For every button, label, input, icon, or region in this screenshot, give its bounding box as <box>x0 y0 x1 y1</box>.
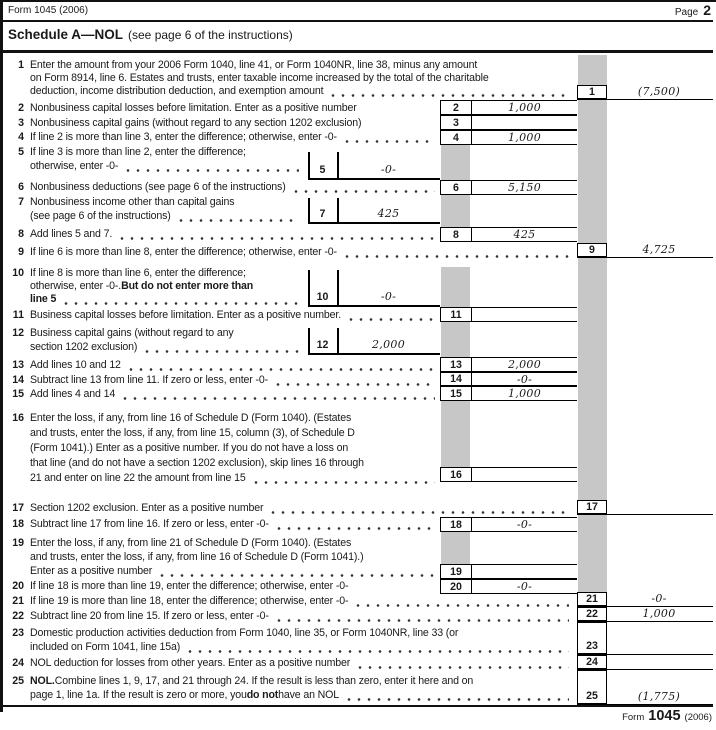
form-id: Form 1045 (2006) <box>8 5 89 16</box>
entry-row-13 <box>440 357 577 372</box>
line-7-text-row <box>30 196 302 209</box>
line-20-text: If line 18 is more than line 19, enter the difference; otherwise, enter -0- <box>30 580 349 592</box>
line-19-text: and trusts, enter the loss, if any, from line 16 of Schedule D (Form 1041).) <box>30 551 364 563</box>
entry-row-14 <box>440 372 577 386</box>
line-number-10: 10 <box>12 267 24 279</box>
schedule-subtitle: (see page 6 of the instructions) <box>128 28 293 42</box>
entry-box-19-value <box>472 565 577 578</box>
line-23-text-row <box>30 627 572 640</box>
entry-box-17-value <box>607 500 711 514</box>
dotted-leader <box>126 359 435 372</box>
line-16-text: that line (and do not have a section 1202 exclusion), skip lines 16 through <box>30 457 364 469</box>
entry-box-10-label: 10 <box>316 291 329 303</box>
line-9-text: If line 6 is more than line 8, enter the difference; otherwise, enter -0- <box>30 246 337 258</box>
entry-row-21 <box>577 592 713 607</box>
entry-row-15 <box>440 386 577 401</box>
line-10-text: otherwise, enter -0-. <box>30 280 122 292</box>
line-number-1: 1 <box>18 59 24 71</box>
line-4-text-row <box>30 131 438 144</box>
entry-box-20-value: -0- <box>516 580 533 593</box>
line-10-text-row <box>30 293 302 306</box>
line-25-text: do not <box>246 689 279 701</box>
entry-box-20-label: 20 <box>441 580 472 593</box>
line-6-text: Nonbusiness deductions (see page 6 of the instructions) <box>30 181 286 193</box>
entry-box-18-value: -0- <box>516 518 533 531</box>
entry-row-17 <box>577 500 713 515</box>
page-indicator <box>675 2 711 18</box>
entry-row-19 <box>440 564 577 579</box>
dotted-leader <box>274 518 435 531</box>
line-15-text-row <box>30 388 438 401</box>
line-22-text-row <box>30 610 572 623</box>
entry-box-14-value: -0- <box>516 373 533 386</box>
entry-box-7-label: 7 <box>319 208 326 220</box>
line-number-20: 20 <box>12 580 24 592</box>
dotted-leader <box>346 309 435 322</box>
entry-box-8-value: 425 <box>513 228 536 241</box>
line-19-text-row <box>30 551 438 564</box>
schedule-heading <box>8 27 293 42</box>
line-5-text: otherwise, enter -0- <box>30 160 119 172</box>
entry-box-5-label: 5 <box>319 164 326 176</box>
entry-box-12-label: 12 <box>316 339 329 351</box>
dotted-leader <box>344 689 569 702</box>
schedule-title: Schedule A—NOL <box>8 27 124 42</box>
entry-box-3-label: 3 <box>441 116 472 129</box>
line-14-text: Subtract line 13 from line 11. If zero or less, enter -0- <box>30 374 268 386</box>
schedule-rule <box>3 50 713 53</box>
dotted-leader <box>251 472 435 485</box>
entry-box-13-value: 2,000 <box>508 358 541 371</box>
entry-box-2-value: 1,000 <box>508 101 541 114</box>
line-17-text-row <box>30 502 572 515</box>
dotted-leader <box>120 388 435 401</box>
inner-box-5-bottom-line <box>308 178 440 180</box>
line-12-text-row <box>30 341 302 354</box>
entry-box-10-value: -0- <box>380 290 397 303</box>
entry-box-5-value: -0- <box>380 163 397 176</box>
line-24-text: NOL deduction for losses from other years. Enter as a positive number <box>30 657 351 669</box>
entry-row-1 <box>577 85 713 100</box>
dotted-leader <box>157 565 435 578</box>
line-11-text: Business capital losses before limitation. Enter as a positive number. <box>30 309 342 321</box>
entry-box-19-label: 19 <box>441 565 472 578</box>
line-1-text: on Form 8914, line 6. Estates and trusts, enter taxable income increased by the total of the charitable <box>30 72 489 84</box>
entry-box-15-value: 1,000 <box>508 387 541 400</box>
mid-column-shade <box>441 267 470 307</box>
line-number-22: 22 <box>12 610 24 622</box>
line-23-text: Domestic production activities deduction from Form 1040, line 35, or Form 1040NR, line 33 (or <box>30 627 459 639</box>
entry-box-18-label: 18 <box>441 518 472 531</box>
line-1-text-row <box>30 59 572 72</box>
dotted-leader <box>291 181 435 194</box>
entry-box-6-value: 5,150 <box>508 181 541 194</box>
line-7-text: Nonbusiness income other than capital gains <box>30 196 235 208</box>
line-23-text: included on Form 1041, line 15a) <box>30 641 181 653</box>
dotted-leader <box>117 228 435 241</box>
entry-row-23 <box>577 622 713 655</box>
footer-form-id <box>622 708 712 724</box>
line-number-9: 9 <box>18 246 24 258</box>
line-2-text-row <box>30 102 438 115</box>
line-number-21: 21 <box>12 595 24 607</box>
line-number-18: 18 <box>12 518 24 530</box>
line-18-text-row <box>30 518 438 531</box>
entry-row-9 <box>577 243 713 258</box>
line-15-text: Add lines 4 and 14 <box>30 388 116 400</box>
dotted-leader <box>355 657 569 670</box>
line-19-text: Enter as a positive number <box>30 565 153 577</box>
line-19-text-row <box>30 565 438 578</box>
line-number-14: 14 <box>12 374 24 386</box>
entry-box-12-value: 2,000 <box>372 338 405 351</box>
dotted-leader <box>328 85 569 98</box>
line-16-text-row <box>30 442 438 455</box>
line-3-text-row <box>30 117 438 130</box>
dotted-leader <box>61 293 299 306</box>
dotted-leader <box>353 595 569 608</box>
line-number-4: 4 <box>18 131 24 143</box>
header-rule <box>3 20 713 22</box>
line-number-3: 3 <box>18 117 24 129</box>
entry-box-21-label: 21 <box>577 592 607 606</box>
entry-box-6-label: 6 <box>441 181 472 194</box>
entry-row-16 <box>440 467 577 482</box>
footer-form-year: (2006) <box>684 712 712 723</box>
footer-form-word: Form <box>622 712 645 723</box>
entry-box-24-label: 24 <box>577 655 607 669</box>
entry-row-2 <box>440 100 577 115</box>
page-label: Page <box>674 7 699 18</box>
entry-box-16-label: 16 <box>441 468 472 481</box>
entry-box-21-value: -0- <box>651 592 667 605</box>
entry-box-11-value <box>472 308 577 321</box>
line-19-text-row <box>30 537 438 550</box>
line-number-7: 7 <box>18 196 24 208</box>
line-24-text-row <box>30 657 572 670</box>
line-number-23: 23 <box>12 627 24 639</box>
line-7-text: (see page 6 of the instructions) <box>30 210 171 222</box>
line-number-12: 12 <box>12 327 24 339</box>
entry-box-15-label: 15 <box>441 387 472 400</box>
entry-row-6 <box>440 180 577 195</box>
line-25-text: Combine lines 1, 9, 17, and 21 through 24. If the result is less than zero, enter it here and on <box>54 675 474 687</box>
entry-box-24-value <box>607 655 711 669</box>
line-16-text: Enter the loss, if any, from line 16 of Schedule D (Form 1040). (Estates <box>30 412 352 424</box>
line-1-text: deduction, income distribution deduction, and exemption amount <box>30 85 324 97</box>
line-25-text: have an NOL <box>278 689 339 701</box>
line-13-text: Add lines 10 and 12 <box>30 359 121 371</box>
line-number-25: 25 <box>12 675 24 687</box>
dotted-leader <box>274 610 569 623</box>
line-19-text: Enter the loss, if any, from line 21 of Schedule D (Form 1040). (Estates <box>30 537 352 549</box>
line-16-text-row <box>30 427 438 440</box>
mid-column-shade <box>441 322 470 357</box>
line-6-text-row <box>30 181 438 194</box>
dotted-leader <box>342 131 435 144</box>
footer-rule <box>3 705 713 707</box>
line-8-text-row <box>30 228 438 241</box>
dotted-leader <box>185 641 569 654</box>
line-8-text: Add lines 5 and 7. <box>30 228 113 240</box>
line-number-11: 11 <box>12 309 24 321</box>
line-5-text: If line 3 is more than line 2, enter the difference; <box>30 146 246 158</box>
line-21-text: If line 19 is more than line 18, enter the difference; otherwise, enter -0- <box>30 595 349 607</box>
line-18-text: Subtract line 17 from line 16. If zero or less, enter -0- <box>30 518 269 530</box>
line-13-text-row <box>30 359 438 372</box>
line-9-text-row <box>30 246 572 259</box>
line-10-text-row <box>30 280 302 293</box>
dotted-leader <box>273 374 435 387</box>
dotted-leader <box>342 246 569 259</box>
entry-box-14-label: 14 <box>441 373 472 385</box>
entry-row-4 <box>440 130 577 145</box>
mid-column-shade <box>441 401 470 467</box>
line-5-text-row <box>30 160 302 173</box>
line-10-text: line 5 <box>30 293 57 305</box>
entry-box-16-value <box>472 468 577 481</box>
line-25-text-row <box>30 675 572 688</box>
line-16-text: and trusts, enter the loss, if any, from line 15, column (3), of Schedule D <box>30 427 355 439</box>
line-number-19: 19 <box>12 537 24 549</box>
line-25-text: NOL. <box>30 675 55 687</box>
line-5-text-row <box>30 146 302 159</box>
footer-form-number: 1045 <box>648 708 681 724</box>
line-16-text-row <box>30 472 438 485</box>
line-2-text: Nonbusiness capital losses before limitation. Enter as a positive number <box>30 102 357 114</box>
entry-box-4-value: 1,000 <box>508 131 541 144</box>
line-4-text: If line 2 is more than line 3, enter the difference; otherwise, enter -0- <box>30 131 337 143</box>
entry-box-9-label: 9 <box>577 243 607 257</box>
entry-box-22-label: 22 <box>577 607 607 621</box>
entry-box-17-label: 17 <box>577 500 607 514</box>
entry-box-25-value: (1,775) <box>637 690 681 703</box>
inner-box-12-bottom-line <box>308 353 440 355</box>
entry-box-1-value: (7,500) <box>637 85 681 98</box>
line-7-text-row <box>30 210 302 223</box>
line-23-text-row <box>30 641 572 654</box>
page-number: 2 <box>703 2 711 18</box>
line-10-text-row <box>30 267 302 280</box>
dotted-leader <box>142 341 299 354</box>
line-12-text: Business capital gains (without regard to any <box>30 327 234 339</box>
line-1-text-row <box>30 72 572 85</box>
dotted-leader <box>268 502 569 515</box>
line-22-text: Subtract line 20 from line 15. If zero or less, enter -0- <box>30 610 269 622</box>
line-number-2: 2 <box>18 102 24 114</box>
line-14-text-row <box>30 374 438 387</box>
line-10-text: If line 8 is more than line 6, enter the difference; <box>30 267 246 279</box>
inner-box-10-bottom-line <box>308 305 440 307</box>
inner-box-7-bottom-line <box>308 222 440 224</box>
entry-box-11-label: 11 <box>441 308 472 321</box>
line-21-text-row <box>30 595 572 608</box>
entry-box-22-value: 1,000 <box>642 607 676 620</box>
line-number-8: 8 <box>18 228 24 240</box>
line-number-13: 13 <box>12 359 24 371</box>
entry-box-4-label: 4 <box>441 131 472 144</box>
line-16-text-row <box>30 412 438 425</box>
entry-box-23-label: 23 <box>577 622 607 654</box>
line-12-text: section 1202 exclusion) <box>30 341 138 353</box>
line-number-6: 6 <box>18 181 24 193</box>
entry-box-8-label: 8 <box>441 228 472 241</box>
line-number-24: 24 <box>12 657 24 669</box>
entry-box-7-value: 425 <box>377 207 400 220</box>
line-20-text-row <box>30 580 438 593</box>
entry-box-2-label: 2 <box>441 101 472 114</box>
entry-box-3-value <box>472 116 577 129</box>
entry-row-11 <box>440 307 577 322</box>
line-3-text: Nonbusiness capital gains (without regard to any section 1202 exclusion) <box>30 117 362 129</box>
line-16-text: (Form 1041).) Enter as a positive number. If you do not have a loss on <box>30 442 349 454</box>
line-number-5: 5 <box>18 146 24 158</box>
line-17-text: Section 1202 exclusion. Enter as a positive number <box>30 502 264 514</box>
entry-row-24 <box>577 655 713 670</box>
line-25-text: page 1, line 1a. If the result is zero or more, you <box>30 689 247 701</box>
entry-box-25-label: 25 <box>577 670 607 704</box>
line-1-text-row <box>30 85 572 98</box>
line-number-17: 17 <box>12 502 24 514</box>
line-1-text: Enter the amount from your 2006 Form 1040, line 41, or Form 1040NR, line 38, minus any amount <box>30 59 478 71</box>
entry-box-23-value <box>607 640 711 654</box>
line-11-text-row <box>30 309 438 322</box>
mid-column-shade <box>441 195 470 227</box>
entry-row-22 <box>577 607 713 622</box>
line-10-text: But do not enter more than <box>121 280 254 292</box>
line-16-text: 21 and enter on line 22 the amount from line 15 <box>30 472 246 484</box>
line-number-16: 16 <box>12 412 24 424</box>
mid-column-shade <box>441 532 470 564</box>
line-16-text-row <box>30 457 438 470</box>
entry-row-20 <box>440 579 577 594</box>
line-12-text-row <box>30 327 302 340</box>
line-number-15: 15 <box>12 388 24 400</box>
entry-row-25 <box>577 670 713 705</box>
entry-row-18 <box>440 517 577 532</box>
dotted-leader <box>176 210 299 223</box>
entry-box-13-label: 13 <box>441 358 472 371</box>
mid-column-shade <box>441 145 470 180</box>
dotted-leader <box>123 160 299 173</box>
scan-border-top <box>0 0 716 2</box>
entry-box-1-label: 1 <box>577 85 607 99</box>
line-25-text-row <box>30 689 572 702</box>
entry-box-9-value: 4,725 <box>642 243 676 256</box>
entry-row-3 <box>440 115 577 130</box>
scan-border-left <box>0 0 3 712</box>
entry-row-8 <box>440 227 577 242</box>
